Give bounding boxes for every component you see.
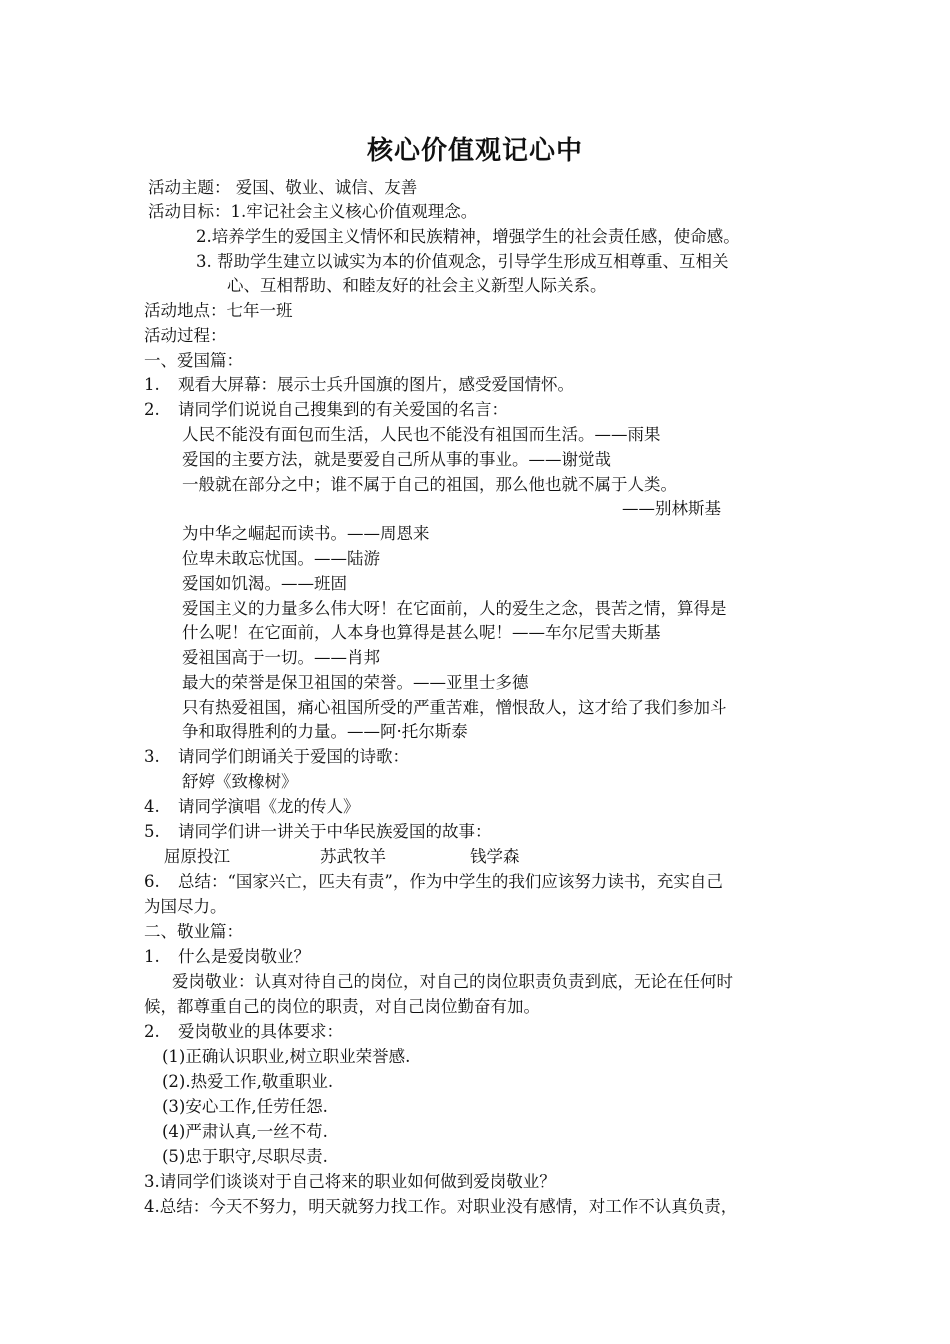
list-text: 什么是爱岗敬业？ xyxy=(178,947,310,966)
paragraph-continuation: 候，都尊重自己的岗位的职责，对自己岗位勤奋有加。 xyxy=(144,997,540,1016)
activity-place: 活动地点：七年一班 xyxy=(144,301,293,320)
definition-paragraph: 爱岗敬业：认真对待自己的岗位，对自己的岗位职责负责到底，无论在任何时 xyxy=(172,972,733,991)
poem-title: 舒婷《致橡树》 xyxy=(182,772,298,791)
list-text: 请同学们朗诵关于爱国的诗歌： xyxy=(178,747,409,766)
story-item: 屈原投江 xyxy=(164,847,230,866)
list-number: 4. xyxy=(144,797,160,816)
story-item: 苏武牧羊 xyxy=(320,847,386,866)
list-item xyxy=(144,398,508,422)
requirement-item: (2).热爱工作,敬重职业. xyxy=(162,1072,334,1091)
quote: 爱祖国高于一切。——肖邦 xyxy=(182,648,380,667)
list-item xyxy=(144,745,409,769)
list-number: 3. xyxy=(144,747,160,766)
document-title: 核心价值观记心中 xyxy=(366,136,583,166)
list-text: 请同学演唱《龙的传人》 xyxy=(178,797,360,816)
quote: 爱国主义的力量多么伟大呀！在它面前，人的爱生之念，畏苦之情，算得是 xyxy=(182,599,727,618)
list-number: 1. xyxy=(144,947,160,966)
list-item xyxy=(144,795,360,819)
section-heading-patriotism: 一、爱国篇： xyxy=(144,351,243,370)
quote: 只有热爱祖国，痛心祖国所受的严重苦难，憎恨敌人，这才给了我们参加斗 xyxy=(182,698,727,717)
requirement-item: (3)安心工作,任劳任怨. xyxy=(162,1097,328,1116)
activity-goal-3-line-1: 3. 帮助学生建立以诚实为本的价值观念，引导学生形成互相尊重、互相关 xyxy=(196,252,729,271)
activity-theme: 活动主题： 爱国、敬业、诚信、友善 xyxy=(148,178,418,197)
quote: 人民不能没有面包而生活，人民也不能没有祖国而生活。——雨果 xyxy=(182,425,661,444)
list-text: 请同学们讲一讲关于中华民族爱国的故事： xyxy=(178,822,492,841)
requirement-item: (4)严肃认真,一丝不苟. xyxy=(162,1122,328,1141)
quote: 争和取得胜利的力量。——阿·托尔斯泰 xyxy=(182,722,468,741)
list-item xyxy=(144,870,723,894)
list-item: 3.请同学们谈谈对于自己将来的职业如何做到爱岗敬业？ xyxy=(144,1172,556,1191)
activity-goal-3-line-2: 心、互相帮助、和睦友好的社会主义新型人际关系。 xyxy=(227,276,607,295)
list-text: 请同学们说说自己搜集到的有关爱国的名言： xyxy=(178,400,508,419)
list-number: 1. xyxy=(144,375,160,394)
paragraph-continuation: 为国尽力。 xyxy=(144,897,227,916)
list-item xyxy=(144,373,574,397)
quote: 一般就在部分之中；谁不属于自己的祖国，那么他也就不属于人类。 xyxy=(182,475,677,494)
list-item xyxy=(144,820,492,844)
list-item xyxy=(144,1020,343,1044)
quote-author: ——别林斯基 xyxy=(622,499,721,518)
quote: 为中华之崛起而读书。——周恩来 xyxy=(182,524,430,543)
list-number: 6. xyxy=(144,872,160,891)
quote: 什么呢！在它面前，人本身也算得是甚么呢！——车尔尼雪夫斯基 xyxy=(182,623,661,642)
activity-goal-2: 2.培养学生的爱国主义情怀和民族精神，增强学生的社会责任感，使命感。 xyxy=(196,227,740,246)
requirement-item: (1)正确认识职业,树立职业荣誉感. xyxy=(162,1047,411,1066)
list-item xyxy=(144,945,310,969)
list-text: 总结：“国家兴亡，匹夫有责”，作为中学生的我们应该努力读书，充实自己 xyxy=(178,872,723,891)
quote: 爱国的主要方法，就是要爱自己所从事的事业。——谢觉哉 xyxy=(182,450,611,469)
activity-process: 活动过程： xyxy=(144,326,227,345)
quote: 最大的荣誉是保卫祖国的荣誉。——亚里士多德 xyxy=(182,673,529,692)
story-item: 钱学森 xyxy=(470,847,520,866)
requirement-item: (5)忠于职守,尽职尽责. xyxy=(162,1147,328,1166)
list-number: 5. xyxy=(144,822,160,841)
quote: 位卑未敢忘忧国。——陆游 xyxy=(182,549,380,568)
activity-goal-1: 活动目标：1.牢记社会主义核心价值观理念。 xyxy=(148,202,478,221)
list-number: 2. xyxy=(144,400,160,419)
list-text: 观看大屏幕：展示士兵升国旗的图片，感受爱国情怀。 xyxy=(178,375,574,394)
section-heading-dedication: 二、敬业篇： xyxy=(144,922,243,941)
list-number: 2. xyxy=(144,1022,160,1041)
list-item: 4.总结：今天不努力，明天就努力找工作。对职业没有感情，对工作不认真负责， xyxy=(144,1197,738,1216)
quote: 爱国如饥渴。——班固 xyxy=(182,574,347,593)
list-text: 爱岗敬业的具体要求： xyxy=(178,1022,343,1041)
